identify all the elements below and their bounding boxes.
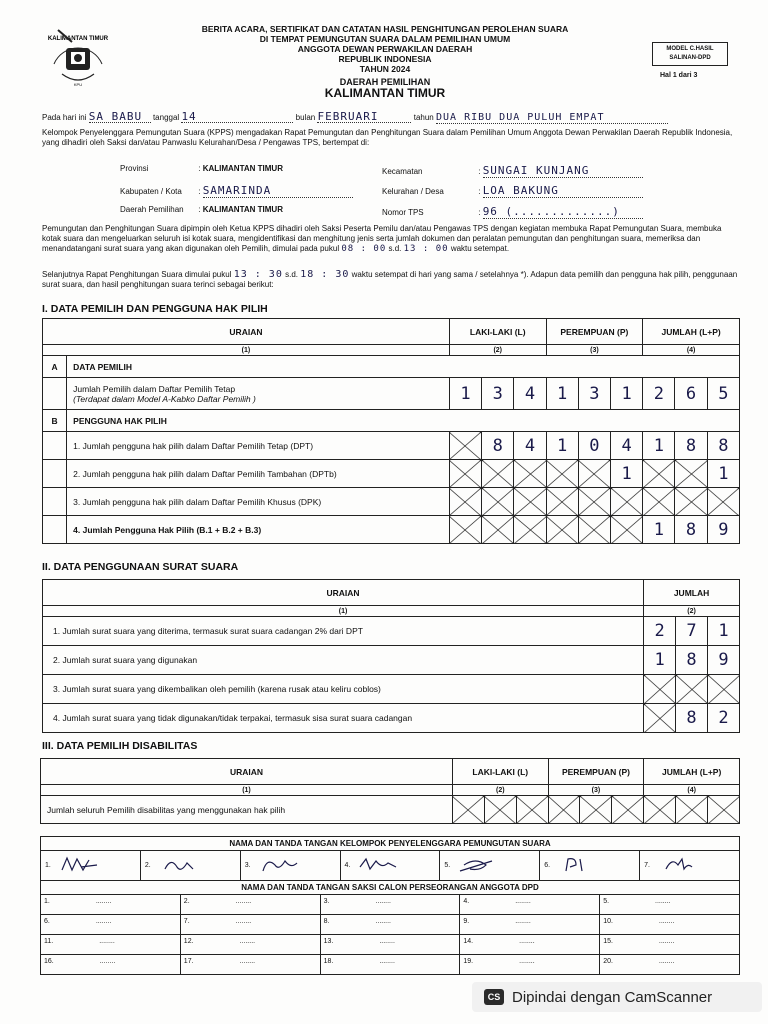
row-label: 3. Jumlah pengguna hak pilih dalam Daftar Pemilih Khusus (DPK): [67, 488, 450, 516]
digit-cell: 1: [708, 617, 740, 646]
signature-dots: ........: [515, 898, 531, 905]
saksi-signature-number: 14.: [463, 938, 474, 945]
header-laki-laki: LAKI-LAKI (L): [452, 759, 548, 785]
saksi-signature-number: 7.: [183, 918, 190, 925]
saksi-signature-cell: [41, 955, 181, 975]
paragraph-2-text: Pemungutan dan Penghitungan Suara dipimpin oleh Ketua KPPS dihadiri oleh Saksi Peserta Pemilu dan/atau Pengawas TPS dengan kegiatan membuka Rapat Pemungutan Suara, membuka kotak suara dan mengeluarkan seluruh isi kotak suara, mengidentifikasi dan menghitung jenis serta jumlah dokumen dan peralatan pemungutan dan penghitungan suara, memeriksa dan menandatangani surat suara yang akan digunakan oleh Pemilih, dimulai pada pukul: [42, 224, 722, 253]
signature-dots: ........: [379, 938, 395, 945]
saksi-signature-cell: [41, 935, 181, 955]
saksi-signature-cell: [320, 935, 460, 955]
kelurahan-value: LOA BAKUNG: [483, 184, 643, 198]
digit-cell: 1: [611, 460, 643, 488]
saksi-signature-grid: [40, 894, 740, 975]
crossed-cell: [580, 796, 612, 824]
handwritten-signature: [556, 855, 616, 875]
signature-table: [40, 836, 740, 895]
signature-dots: ........: [235, 898, 252, 905]
dpt-note: (Terdapat dalam Model A-Kabko Daftar Pemilih ): [73, 393, 256, 404]
saksi-signature-cell: [460, 895, 600, 915]
row-label: 2. Jumlah surat suara yang digunakan: [43, 646, 644, 675]
kabupaten-label: Kabupaten / Kota: [120, 187, 182, 196]
saksi-signature-number: 10.: [603, 918, 613, 925]
intro-paragraph-3: [42, 270, 742, 290]
kpps-signature-number: 4.: [344, 861, 351, 869]
kpps-signature-title: NAMA DAN TANDA TANGAN KELOMPOK PENYELENGGARA PEMUNGUTAN SUARA: [41, 837, 740, 851]
saksi-signature-number: 3.: [323, 898, 330, 905]
digit-cell: 1: [643, 516, 675, 544]
saksi-signature-cell: [180, 935, 320, 955]
day-value: SA BABU: [89, 112, 151, 123]
crossed-cell: [611, 516, 643, 544]
saksi-signature-number: 16.: [44, 958, 54, 965]
signature-dots: ........: [519, 938, 535, 945]
saksi-signature-number: 5.: [603, 898, 610, 905]
empty-cell: [43, 488, 67, 516]
table-row: [43, 432, 740, 460]
table-row: [43, 488, 740, 516]
signature-dots: ........: [519, 958, 535, 965]
empty-cell: [43, 460, 67, 488]
camscanner-text: Dipindai dengan CamScanner: [512, 988, 713, 1006]
sd-label: s.d.: [285, 270, 298, 279]
header-uraian: URAIAN: [43, 319, 450, 345]
crossed-cell: [482, 488, 514, 516]
saksi-signature-cell: [600, 935, 740, 955]
signature-dots: ........: [515, 918, 531, 925]
day-label: Pada hari ini: [42, 113, 87, 122]
kpps-signature-cell: [240, 851, 340, 881]
saksi-row: [41, 935, 740, 955]
page-number: Hal 1 dari 3: [660, 72, 698, 79]
crossed-cell: [643, 460, 675, 488]
crossed-cell: [676, 675, 708, 704]
header-uraian: URAIAN: [41, 759, 453, 785]
crossed-cell: [546, 460, 578, 488]
empty-cell: [43, 432, 67, 460]
saksi-row: [41, 955, 740, 975]
model-sub: SALINAN-DPD: [669, 55, 711, 61]
row-label: 1. Jumlah surat suara yang diterima, termasuk surat suara cadangan 2% dari DPT: [43, 617, 644, 646]
intro-paragraph-2: [42, 224, 742, 254]
digit-cell: 8: [675, 432, 707, 460]
crossed-cell: [514, 460, 546, 488]
dapil-value: KALIMANTAN TIMUR: [202, 205, 283, 214]
start-time: 08 : 00: [341, 244, 387, 254]
section-1-table: [42, 318, 740, 544]
handwritten-signature: [356, 855, 416, 875]
handwritten-signature: [57, 855, 117, 875]
handwritten-signature: [656, 855, 716, 875]
header-uraian: URAIAN: [43, 580, 644, 606]
signature-dots: ........: [239, 938, 256, 945]
saksi-signature-number: 2.: [183, 898, 190, 905]
section-a-title: DATA PEMILIH: [67, 356, 740, 378]
crossed-cell: [707, 488, 739, 516]
saksi-signature-cell: [180, 915, 320, 935]
tps-value: 96 (.............): [483, 205, 643, 219]
header-perempuan: PEREMPUAN (P): [548, 759, 644, 785]
table-row: [43, 460, 740, 488]
digit-cell: 1: [449, 378, 481, 410]
col-number: (4): [644, 785, 740, 796]
digit-cell: 1: [546, 432, 578, 460]
digit-cell: 5: [707, 378, 739, 410]
camscanner-logo-icon: CS: [484, 989, 504, 1005]
section-2-rows: [43, 617, 740, 733]
signature-dots: ........: [655, 898, 671, 905]
col-number: (3): [546, 345, 643, 356]
saksi-signature-cell: [460, 955, 600, 975]
saksi-signature-cell: [180, 895, 320, 915]
kecamatan-value: SUNGAI KUNJANG: [483, 164, 643, 178]
header-perempuan: PEREMPUAN (P): [546, 319, 643, 345]
tps-field: Nomor TPS : 96 (.............): [382, 205, 643, 219]
digit-cell: 4: [514, 378, 546, 410]
saksi-signature-cell: [320, 915, 460, 935]
crossed-cell: [546, 516, 578, 544]
digit-cell: 8: [675, 516, 707, 544]
disabilitas-row-label: Jumlah seluruh Pemilih disabilitas yang menggunakan hak pilih: [41, 796, 453, 824]
table-row: [43, 617, 740, 646]
date-label: tanggal: [152, 113, 180, 122]
intro-paragraph-1: Kelompok Penyelenggara Pemungutan Suara (KPPS) mengadakan Rapat Pemungutan dan Penghitungan Suara dalam Pemilihan Umum Anggota Dewan Perwakilan Daerah Republik Indonesia, yang dihadiri oleh Saksi dan/atau Panwaslu Kelurahan/Desa / Pengawas TPS, bertempat di:: [42, 128, 733, 147]
kpps-signature-cell: [140, 851, 240, 881]
crossed-cell: [578, 460, 610, 488]
saksi-signature-number: 18.: [323, 958, 334, 965]
crossed-cell: [449, 460, 481, 488]
sd-label: s.d.: [388, 244, 402, 253]
crossed-cell: [578, 516, 610, 544]
signature-dots: ........: [379, 958, 395, 965]
section-3-title: III. DATA PEMILIH DISABILITAS: [42, 740, 198, 752]
end-time: 13 : 00: [403, 244, 449, 254]
signature-dots: ........: [658, 958, 675, 965]
col-number: (2): [452, 785, 548, 796]
empty-cell: [43, 378, 67, 410]
crossed-cell: [482, 516, 514, 544]
model-box: [652, 42, 728, 66]
saksi-signature-cell: [320, 895, 460, 915]
saksi-signature-number: 15.: [603, 938, 613, 945]
handwritten-signature: [257, 855, 317, 875]
waktu-label: waktu setempat.: [450, 244, 510, 253]
saksi-signature-number: 4.: [463, 898, 470, 905]
digit-cell: 2: [644, 617, 676, 646]
crossed-cell: [708, 796, 740, 824]
tps-label: Nomor TPS: [382, 208, 424, 217]
row-label: 4. Jumlah Pengguna Hak Pilih (B.1 + B.2 + B.3): [67, 516, 450, 544]
saksi-signature-cell: [460, 915, 600, 935]
kpps-signature-cell: [440, 851, 540, 881]
crossed-cell: [452, 796, 484, 824]
empty-cell: [43, 516, 67, 544]
section-a-code: A: [43, 356, 67, 378]
saksi-signature-cell: [600, 915, 740, 935]
digit-cell: 1: [643, 432, 675, 460]
crossed-cell: [484, 796, 516, 824]
row-label: 2. Jumlah pengguna hak pilih dalam Daftar Pemilih Tambahan (DPTb): [67, 460, 450, 488]
kpps-signature-number: 2.: [144, 861, 151, 869]
provinsi-field: Provinsi : KALIMANTAN TIMUR: [120, 164, 283, 173]
digit-cell: 1: [707, 460, 739, 488]
signature-dots: ........: [239, 958, 256, 965]
header-jumlah: JUMLAH (L+P): [643, 319, 740, 345]
saksi-signature-number: 6.: [44, 918, 50, 925]
year-value: DUA RIBU DUA PULUH EMPAT: [436, 113, 668, 124]
signature-dots: ........: [658, 918, 675, 925]
saksi-signature-cell: [41, 915, 181, 935]
crossed-cell: [644, 796, 676, 824]
digit-cell: 2: [643, 378, 675, 410]
saksi-signature-title: NAMA DAN TANDA TANGAN SAKSI CALON PERSEORANGAN ANGGOTA DPD: [41, 881, 740, 895]
saksi-signature-number: 12.: [183, 938, 194, 945]
digit-cell: 1: [546, 378, 578, 410]
saksi-signature-number: 19.: [463, 958, 474, 965]
header-line: TAHUN 2024: [359, 64, 411, 74]
crossed-cell: [514, 488, 546, 516]
row-label: 3. Jumlah surat suara yang dikembalikan oleh pemilih (karena rusak atau keliru coblos): [43, 675, 644, 704]
table-row: [43, 704, 740, 733]
digit-cell: 1: [611, 378, 643, 410]
crossed-cell: [514, 516, 546, 544]
digit-cell: 4: [611, 432, 643, 460]
crossed-cell: [449, 432, 481, 460]
crossed-cell: [611, 488, 643, 516]
crossed-cell: [675, 488, 707, 516]
col-number: (1): [41, 785, 453, 796]
saksi-signature-number: 13.: [323, 938, 334, 945]
saksi-signature-number: 20.: [603, 958, 613, 965]
saksi-signature-number: 11.: [44, 938, 54, 945]
header-line: ANGGOTA DEWAN PERWAKILAN DAERAH: [297, 44, 473, 54]
signature-dots: ........: [95, 898, 112, 905]
kecamatan-field: Kecamatan : SUNGAI KUNJANG: [382, 164, 643, 178]
table-row: [43, 516, 740, 544]
camscanner-watermark: [472, 982, 762, 1012]
kabupaten-value: SAMARINDA: [203, 184, 353, 198]
kpu-kalimantan-timur-logo: [44, 24, 112, 92]
col-number: (1): [43, 345, 450, 356]
signature-dots: ........: [95, 918, 112, 925]
section-b-code: B: [43, 410, 67, 432]
paragraph-3-end: waktu setempat di hari yang sama / setelahnya *). Adapun data pemilih dan pengguna hak pilih, penggunaan surat suara, dan hasil penghitungan suara terinci sebagai berikut:: [42, 270, 738, 289]
section-2-table: [42, 579, 740, 733]
header-line: BERITA ACARA, SERTIFIKAT DAN CATATAN HASIL PENGHITUNGAN PEROLEHAN SUARA: [201, 24, 569, 34]
digit-cell: 2: [708, 704, 740, 733]
digit-cell: 4: [514, 432, 546, 460]
kpps-signature-number: 5.: [444, 861, 451, 869]
crossed-cell: [644, 675, 676, 704]
section-b-title: PENGGUNA HAK PILIH: [67, 410, 740, 432]
table-row: [43, 378, 740, 410]
dapil-field: Daerah Pemilihan : KALIMANTAN TIMUR: [120, 205, 283, 214]
kpps-signature-row: [41, 851, 740, 881]
crossed-cell: [708, 675, 740, 704]
kpps-signature-number: 7.: [644, 861, 650, 869]
kecamatan-label: Kecamatan: [382, 167, 423, 176]
col-number: (3): [548, 785, 644, 796]
count-start-time: 13 : 30: [233, 269, 283, 280]
row-label: 4. Jumlah surat suara yang tidak digunakan/tidak terpakai, termasuk sisa surat suara cadangan: [43, 704, 644, 733]
signature-dots: ........: [658, 938, 675, 945]
provinsi-value: KALIMANTAN TIMUR: [202, 164, 283, 173]
kpps-signature-cell: [540, 851, 640, 881]
saksi-signature-number: 1.: [44, 898, 50, 905]
svg-text:KALIMANTAN TIMUR: KALIMANTAN TIMUR: [47, 36, 109, 42]
kpps-signature-cell: [640, 851, 740, 881]
model-code: MODEL C.HASIL: [666, 46, 714, 52]
crossed-cell: [644, 704, 676, 733]
digit-cell: 8: [676, 646, 708, 675]
signature-dots: ........: [99, 938, 115, 945]
crossed-cell: [676, 796, 708, 824]
provinsi-label: Provinsi: [120, 164, 149, 173]
digit-cell: 7: [676, 617, 708, 646]
document-header: [150, 24, 620, 100]
kelurahan-label: Kelurahan / Desa: [382, 187, 444, 196]
header-laki-laki: LAKI-LAKI (L): [449, 319, 546, 345]
crossed-cell: [546, 488, 578, 516]
digit-cell: 8: [707, 432, 739, 460]
crossed-cell: [675, 460, 707, 488]
digit-cell: 1: [644, 646, 676, 675]
col-number: (2): [644, 606, 740, 617]
intro-date-line: [42, 112, 742, 124]
saksi-signature-number: 8.: [323, 918, 330, 925]
saksi-row: [41, 915, 740, 935]
table-row: [43, 675, 740, 704]
handwritten-signature: [456, 855, 516, 875]
crossed-cell: [612, 796, 644, 824]
section-3-table: [40, 758, 740, 824]
count-end-time: 18 : 30: [300, 269, 350, 280]
saksi-signature-cell: [600, 895, 740, 915]
crossed-cell: [516, 796, 548, 824]
crossed-cell: [449, 516, 481, 544]
digit-cell: 9: [708, 646, 740, 675]
saksi-signature-cell: [320, 955, 460, 975]
saksi-signature-cell: [460, 935, 600, 955]
digit-cell: 9: [707, 516, 739, 544]
crossed-cell: [578, 488, 610, 516]
col-number: (1): [43, 606, 644, 617]
crossed-cell: [548, 796, 580, 824]
section-1-title: I. DATA PEMILIH DAN PENGGUNA HAK PILIH: [42, 303, 268, 315]
signature-dots: ........: [375, 918, 391, 925]
kelurahan-field: Kelurahan / Desa : LOA BAKUNG: [382, 184, 643, 198]
kpps-signature-cell: [340, 851, 440, 881]
dpt-label: Jumlah Pemilih dalam Daftar Pemilih Tetap: [73, 383, 236, 394]
signature-dots: ........: [375, 898, 391, 905]
header-line: DI TEMPAT PEMUNGUTAN SUARA DALAM PEMILIHAN UMUM: [259, 34, 511, 44]
section-b-rows: [43, 432, 740, 544]
signature-dots: ........: [235, 918, 252, 925]
year-label: tahun: [413, 113, 434, 122]
dpt-row-label: [67, 378, 450, 410]
header-jumlah: JUMLAH (L+P): [644, 759, 740, 785]
saksi-signature-cell: [41, 895, 181, 915]
kpps-signature-number: 1.: [45, 861, 51, 869]
table-row: [43, 646, 740, 675]
col-number: (4): [643, 345, 740, 356]
saksi-row: [41, 895, 740, 915]
region-name: KALIMANTAN TIMUR: [324, 86, 446, 100]
region-label: DAERAH PEMILIHAN: [339, 77, 431, 87]
kpps-signature-cell: [41, 851, 141, 881]
saksi-signature-cell: [180, 955, 320, 975]
section-2-title: II. DATA PENGGUNAAN SURAT SUARA: [42, 561, 239, 573]
kabupaten-field: Kabupaten / Kota : SAMARINDA: [120, 184, 353, 198]
saksi-signature-number: 9.: [463, 918, 470, 925]
svg-text:KPU: KPU: [73, 82, 83, 87]
paragraph-3-start: Selanjutnya Rapat Penghitungan Suara dimulai pukul: [42, 270, 232, 279]
digit-cell: 8: [676, 704, 708, 733]
saksi-signature-number: 17.: [183, 958, 194, 965]
handwritten-signature: [157, 855, 217, 875]
signature-dots: ........: [99, 958, 116, 965]
row-label: 1. Jumlah pengguna hak pilih dalam Daftar Pemilih Tetap (DPT): [67, 432, 450, 460]
date-value: 14: [181, 112, 293, 123]
digit-cell: 3: [482, 378, 514, 410]
month-value: FEBRUARI: [317, 112, 411, 123]
dapil-label: Daerah Pemilihan: [120, 205, 184, 214]
crossed-cell: [482, 460, 514, 488]
crossed-cell: [643, 488, 675, 516]
digit-cell: 6: [675, 378, 707, 410]
kpps-signature-number: 3.: [244, 861, 251, 869]
header-line: REPUBLIK INDONESIA: [338, 54, 432, 64]
header-jumlah: JUMLAH: [644, 580, 740, 606]
saksi-signature-cell: [600, 955, 740, 975]
digit-cell: 3: [578, 378, 610, 410]
digit-cell: 8: [482, 432, 514, 460]
month-label: bulan: [295, 113, 316, 122]
col-number: (2): [449, 345, 546, 356]
digit-cell: 0: [578, 432, 610, 460]
crossed-cell: [449, 488, 481, 516]
kpps-signature-number: 6.: [544, 861, 551, 869]
